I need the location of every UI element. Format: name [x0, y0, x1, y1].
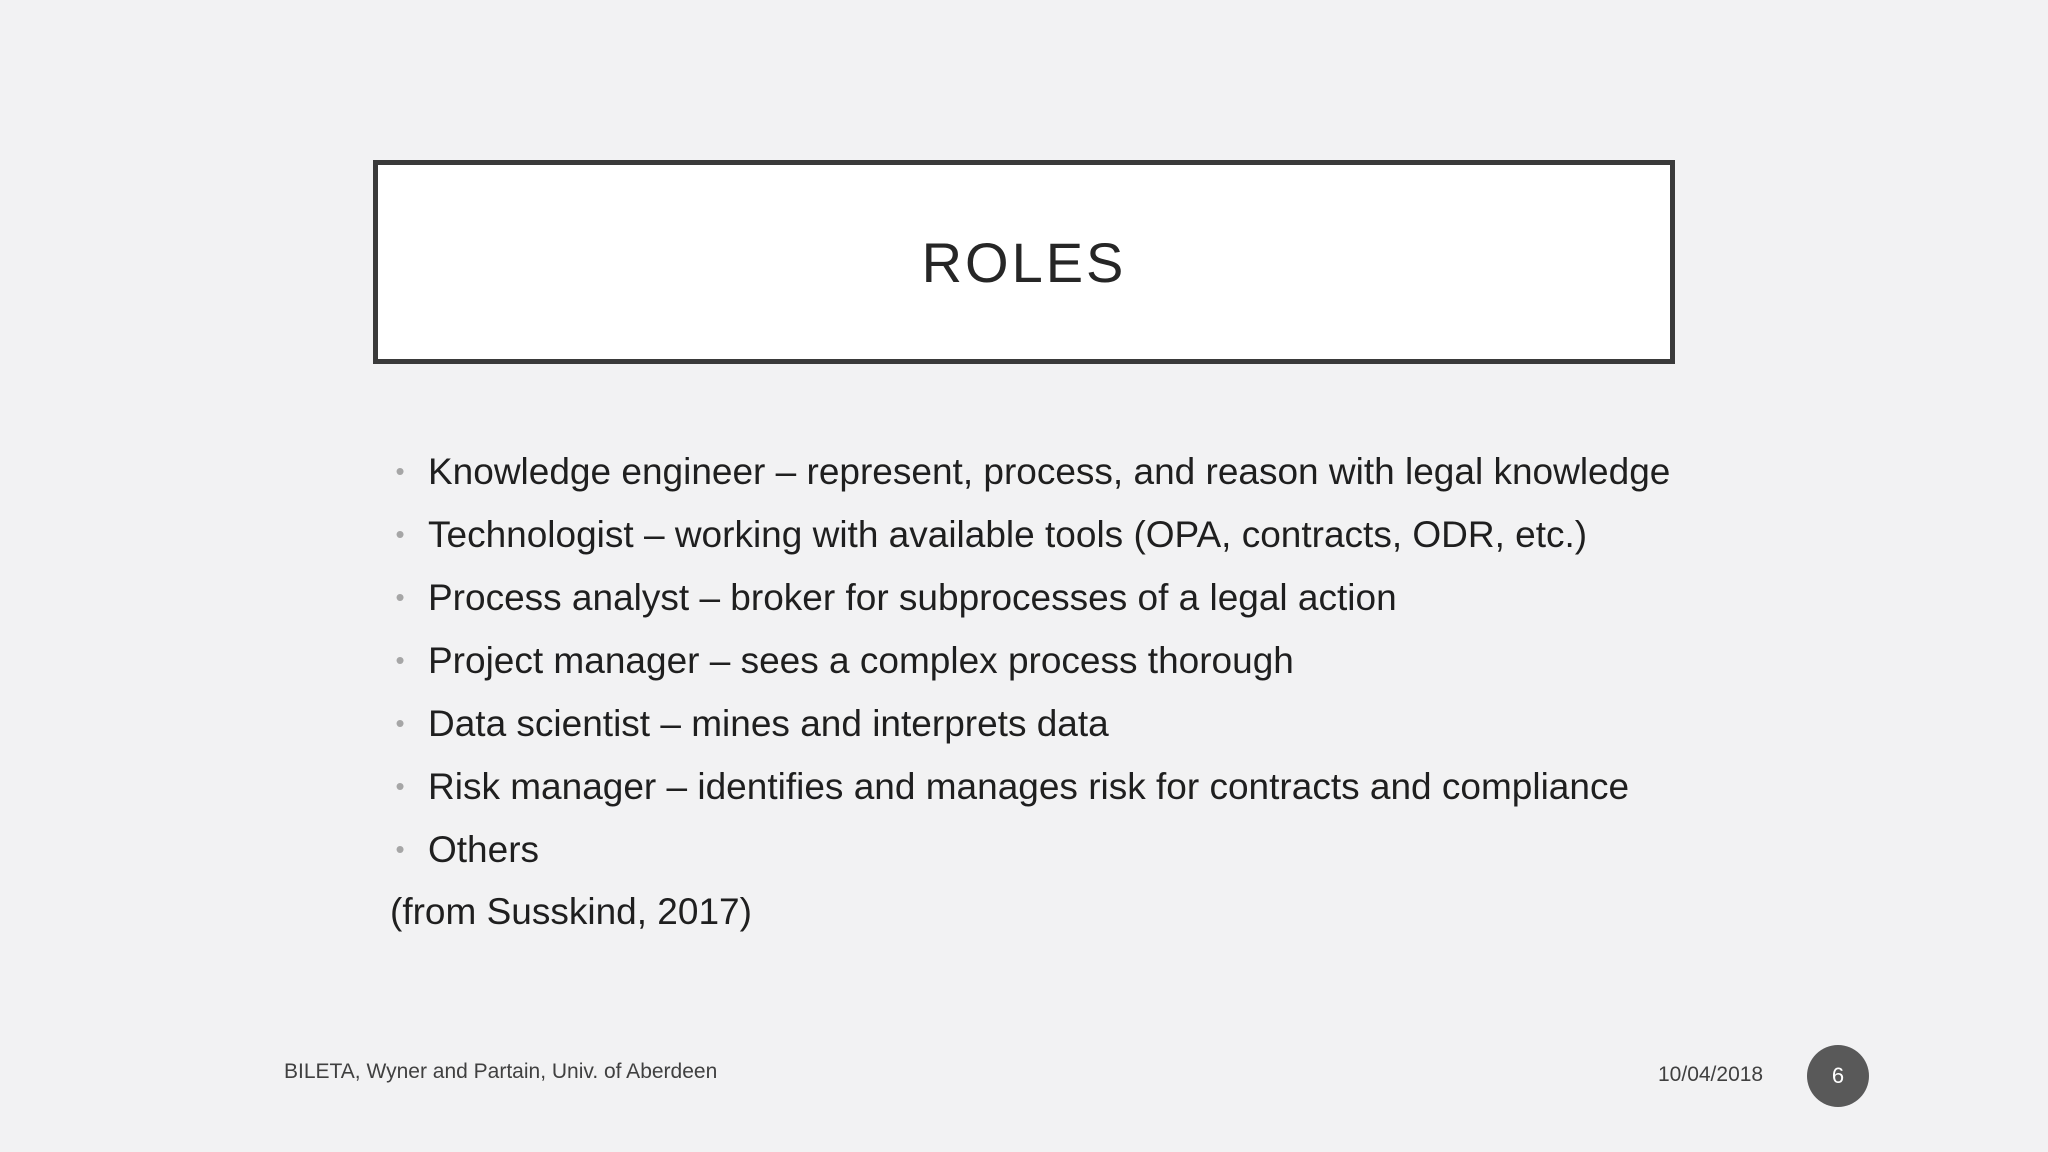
bullet-text: Process analyst – broker for subprocesses of a legal action [428, 577, 1397, 618]
bullet-text: Project manager – sees a complex process thorough [428, 640, 1294, 681]
bullet-text: Data scientist – mines and interprets data [428, 703, 1109, 744]
bullet-item [380, 566, 1680, 629]
bullet-marker: • [395, 771, 405, 801]
bullet-list [380, 440, 1680, 881]
bullet-item [380, 440, 1680, 503]
page-number-badge: 6 [1807, 1045, 1869, 1107]
bullet-item [380, 818, 1680, 881]
slide-title: ROLES [921, 230, 1127, 294]
bullet-marker: • [395, 708, 405, 738]
bullet-marker: • [395, 834, 405, 864]
bullet-marker: • [395, 519, 405, 549]
bullet-item [380, 755, 1680, 818]
title-box [373, 160, 1675, 364]
bullet-text: Others [428, 829, 540, 870]
footer-text: BILETA, Wyner and Partain, Univ. of Aberdeen [284, 1060, 718, 1083]
bullet-marker: • [395, 582, 405, 612]
footer-date: 10/04/2018 [1658, 1063, 1764, 1086]
bullet-item [380, 503, 1680, 566]
bullet-text: Knowledge engineer – represent, process, and reason with legal knowledge [428, 451, 1671, 492]
bullet-marker: • [395, 456, 405, 486]
citation: (from Susskind, 2017) [390, 891, 752, 932]
bullet-marker: • [395, 645, 405, 675]
bullet-item [380, 629, 1680, 692]
bullet-text: Technologist – working with available tools (OPA, contracts, ODR, etc.) [428, 514, 1588, 555]
bullet-item [380, 692, 1680, 755]
bullet-text: Risk manager – identifies and manages risk for contracts and compliance [428, 766, 1630, 807]
